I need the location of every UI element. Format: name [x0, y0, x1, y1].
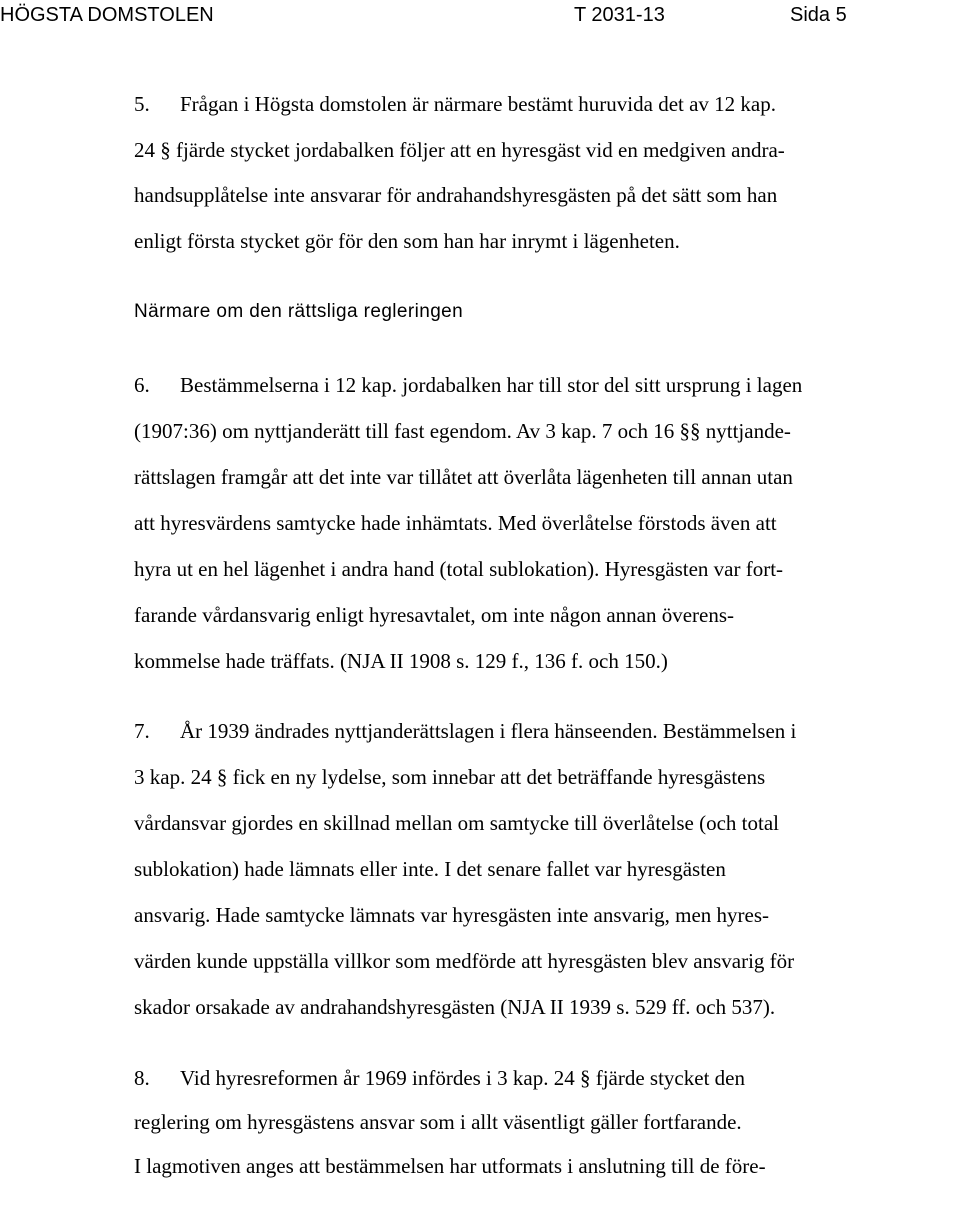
paragraph-8	[134, 1056, 954, 1188]
paragraph-6	[134, 362, 954, 684]
paragraph-line: att hyresvärdens samtycke hade inhämtats. Med överlåtelse förstods även att	[134, 511, 777, 535]
paragraph-line: ansvarig. Hade samtycke lämnats var hyresgästen inte ansvarig, men hyres-	[134, 903, 770, 927]
paragraph-line: rättslagen framgår att det inte var tillåtet att överlåta lägenheten till annan utan	[134, 465, 793, 489]
paragraph-line: vårdansvar gjordes en skillnad mellan om samtycke till överlåtelse (och total	[134, 811, 779, 835]
court-name: HÖGSTA DOMSTOLEN	[0, 4, 214, 26]
paragraph-number: 7.	[134, 719, 150, 743]
paragraph-7	[134, 708, 954, 1030]
paragraph-line: värden kunde uppställa villkor som medförde att hyresgästen blev ansvarig för	[134, 949, 795, 973]
paragraph-line: farande vårdansvarig enligt hyresavtalet, om inte någon annan överens-	[134, 603, 735, 627]
paragraph-line: 8. Vid hyresreformen år 1969 infördes i 3 kap. 24 § fjärde stycket den	[134, 1056, 954, 1100]
paragraph-line: kommelse hade träffats. (NJA II 1908 s. 129 f., 136 f. och 150.)	[134, 649, 668, 673]
paragraph-5	[134, 82, 954, 264]
paragraph-line: 3 kap. 24 § fick en ny lydelse, som innebar att det beträffande hyresgästens	[134, 765, 766, 789]
paragraph-number: 8.	[134, 1066, 150, 1090]
paragraph-line: sublokation) hade lämnats eller inte. I det senare fallet var hyresgästen	[134, 857, 726, 881]
paragraph-line: skador orsakade av andrahandshyresgästen (NJA II 1939 s. 529 ff. och 537).	[134, 995, 776, 1019]
paragraph-line: (1907:36) om nyttjanderätt till fast egendom. Av 3 kap. 7 och 16 §§ nyttjande-	[134, 419, 791, 443]
paragraph-line: 24 § fjärde stycket jordabalken följer att en hyresgäst vid en medgiven andra-	[134, 137, 785, 162]
case-number: T 2031-13	[574, 4, 665, 26]
paragraph-line: 6. Bestämmelserna i 12 kap. jordabalken har till stor del sitt ursprung i lagen	[134, 362, 954, 408]
paragraph-line: 7. År 1939 ändrades nyttjanderättslagen i flera hänseenden. Bestämmelsen i	[134, 708, 954, 754]
paragraph-number: 6.	[134, 373, 150, 397]
document-body	[134, 82, 954, 1188]
paragraph-line: hyra ut en hel lägenhet i andra hand (total sublokation). Hyresgästen var fort-	[134, 557, 784, 581]
paragraph-line: I lagmotiven anges att bestämmelsen har utformats i anslutning till de före-	[134, 1154, 766, 1178]
page-number: Sida 5	[790, 4, 847, 26]
paragraph-line: handsupplåtelse inte ansvarar för andrahandshyresgästen på det sätt som han	[134, 183, 778, 207]
page-header	[0, 4, 960, 38]
section-heading: Närmare om den rättsliga regleringen	[134, 301, 464, 322]
paragraph-line: enligt första stycket gör för den som han har inrymt i lägenheten.	[134, 228, 680, 253]
paragraph-number: 5.	[134, 92, 150, 116]
paragraph-line: reglering om hyresgästens ansvar som i allt väsentligt gäller fortfarande.	[134, 1110, 742, 1134]
paragraph-line: 5. Frågan i Högsta domstolen är närmare bestämt huruvida det av 12 kap.	[134, 82, 954, 128]
